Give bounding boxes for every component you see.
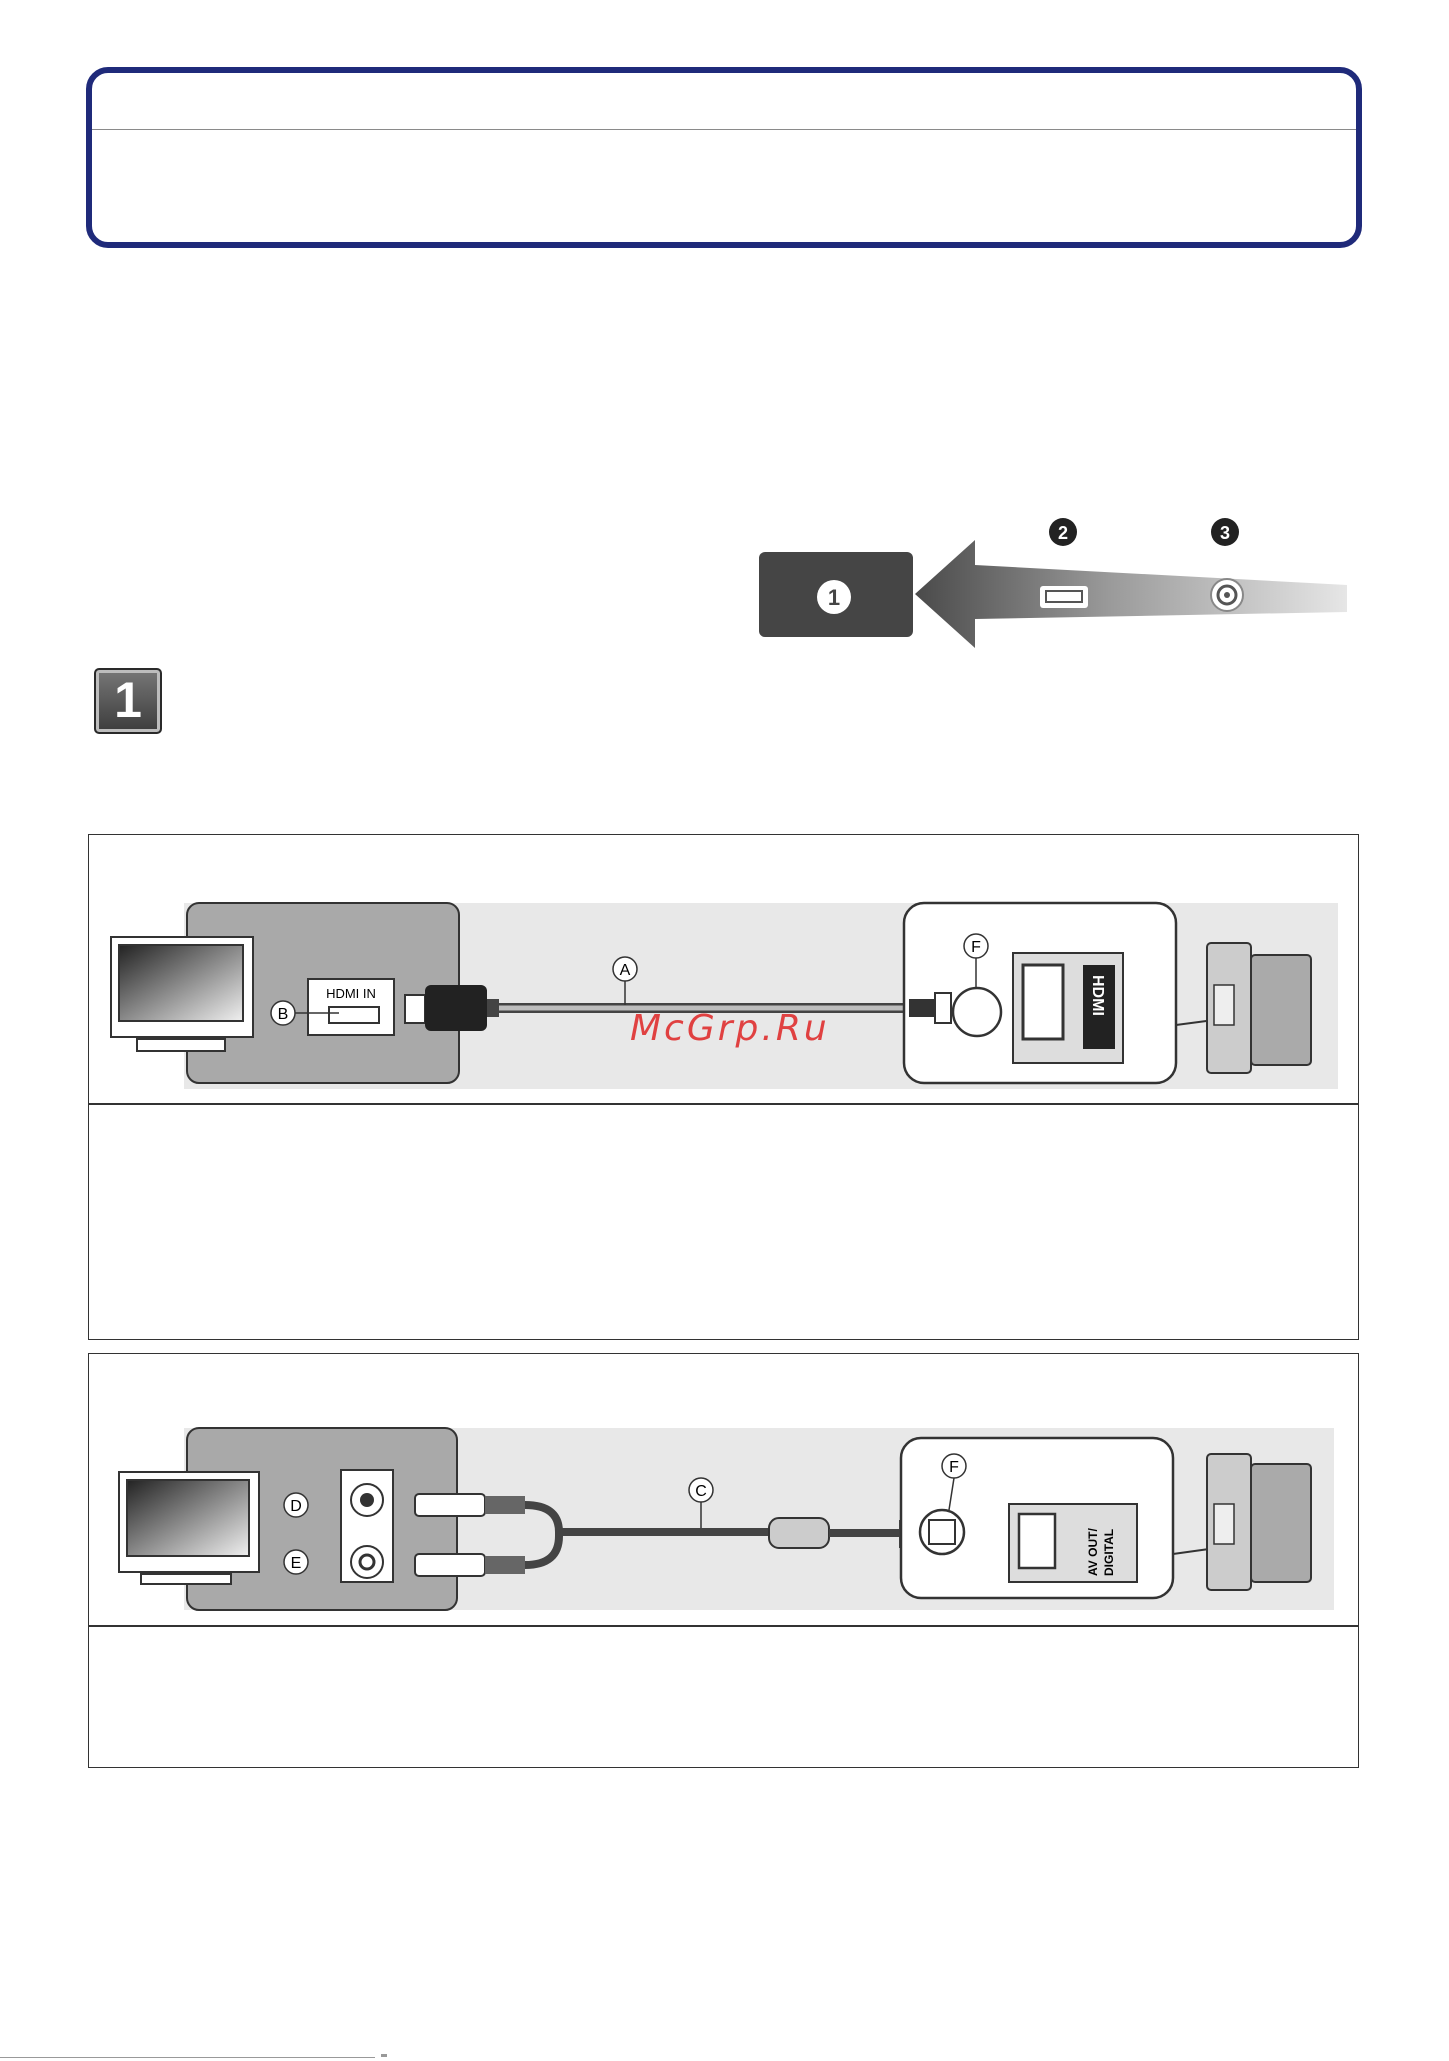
signal-arrow	[915, 540, 1347, 648]
hdmi-connection-panel	[88, 834, 1359, 1340]
hdmi-number: 2	[1057, 523, 1069, 543]
watermark: McGrp.Ru	[630, 1008, 830, 1049]
step-1-badge: 1	[94, 668, 162, 734]
av-socket-text-1: AV OUT/	[1086, 1528, 1100, 1576]
connection-overview	[750, 505, 1360, 655]
video-plug	[415, 1494, 485, 1516]
hdmi-panel-divider	[89, 1103, 1358, 1105]
marker-b: B	[277, 1006, 289, 1023]
hdmi-socket-text: HDMI	[1089, 975, 1106, 1016]
marker-c: C	[695, 1483, 707, 1500]
av-connection-diagram	[89, 1354, 1357, 1626]
hdmi-in-socket	[329, 1007, 379, 1023]
marker-a: A	[619, 962, 631, 979]
ferrite-core	[769, 1518, 829, 1548]
av-socket-text-2: DIGITAL	[1102, 1528, 1116, 1576]
marker-f-hdmi: F	[971, 939, 981, 956]
tv-number: 1	[827, 585, 841, 610]
hdmi-plug	[405, 995, 425, 1023]
footer-rule	[0, 2057, 375, 2058]
title-frame	[86, 67, 1362, 248]
audio-plug	[415, 1554, 485, 1576]
marker-d: D	[290, 1498, 302, 1515]
marker-f-av: F	[949, 1459, 959, 1476]
av-number: 3	[1219, 523, 1231, 543]
footer-mark	[381, 2054, 387, 2057]
title-divider	[92, 129, 1356, 130]
hdmi-in-label: HDMI IN	[326, 986, 376, 1001]
marker-e: E	[290, 1555, 302, 1572]
av-connection-panel	[88, 1353, 1359, 1768]
hdmi-connection-diagram	[89, 835, 1357, 1105]
av-panel-divider	[89, 1625, 1358, 1627]
